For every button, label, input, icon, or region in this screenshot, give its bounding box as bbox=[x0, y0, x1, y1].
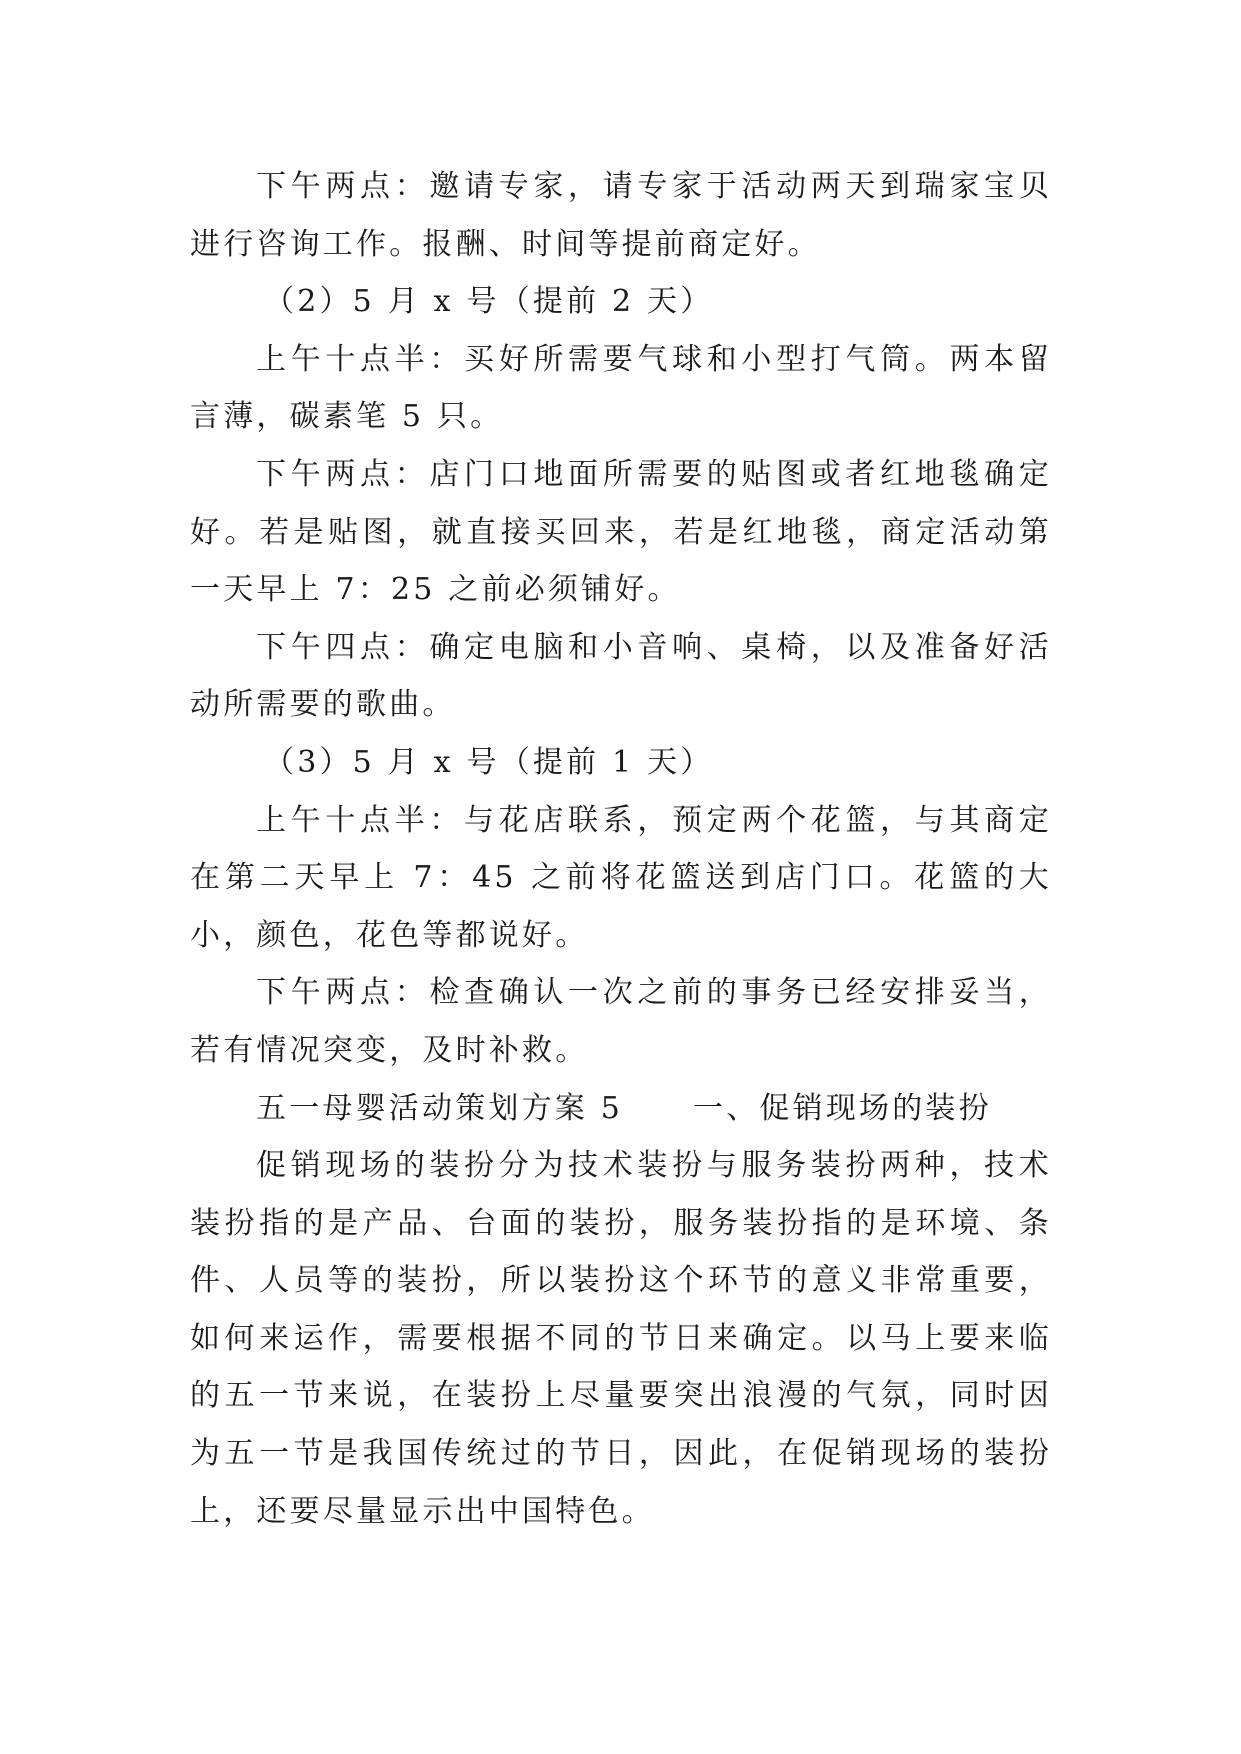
paragraph-flower-baskets: 上午十点半：与花店联系，预定两个花篮，与其商定在第二天早上 7：45 之前将花篮送到店门口。花篮的大小，颜色，花色等都说好。 bbox=[190, 802, 1052, 953]
paragraph-expert-invite: 下午两点：邀请专家，请专家于活动两天到瑞家宝贝进行咨询工作。报酬、时间等提前商定好。 bbox=[190, 169, 1052, 262]
section-subtitle: 一、促销现场的装扮 bbox=[693, 1090, 992, 1126]
schedule-heading-day-1: （3）5 月 x 号（提前 1 天） bbox=[264, 744, 714, 780]
section-heading bbox=[190, 1080, 1052, 1138]
paragraph-audio-equipment: 下午四点：确定电脑和小音响、桌椅，以及准备好活动所需要的歌曲。 bbox=[190, 629, 1052, 723]
paragraph-balloons: 上午十点半：买好所需要气球和小型打气筒。两本留言薄，碳素笔 5 只。 bbox=[190, 341, 1052, 435]
document-body bbox=[190, 158, 1052, 1540]
schedule-heading-day-2: （2）5 月 x 号（提前 2 天） bbox=[264, 284, 714, 320]
section-title: 五一母婴活动策划方案 5 bbox=[256, 1090, 624, 1126]
paragraph-final-check: 下午两点：检查确认一次之前的事务已经安排妥当，若有情况突变，及时补救。 bbox=[190, 975, 1052, 1068]
paragraph-venue-decoration: 促销现场的装扮分为技术装扮与服务装扮两种，技术装扮指的是产品、台面的装扮，服务装扮指的是环境、条件、人员等的装扮，所以装扮这个环节的意义非常重要，如何来运作，需要根据不同的节日来确定。以马上要来临的五一节来说，在装扮上尽量要突出浪漫的气氛，同时因为五一节是我国传统过的节日，因此，在促销现场的装扮上，还要尽量显示出中国特色。 bbox=[190, 1148, 1052, 1529]
paragraph-red-carpet: 下午两点：店门口地面所需要的贴图或者红地毯确定好。若是贴图，就直接买回来，若是红地毯，商定活动第一天早上 7：25 之前必须铺好。 bbox=[190, 456, 1052, 608]
